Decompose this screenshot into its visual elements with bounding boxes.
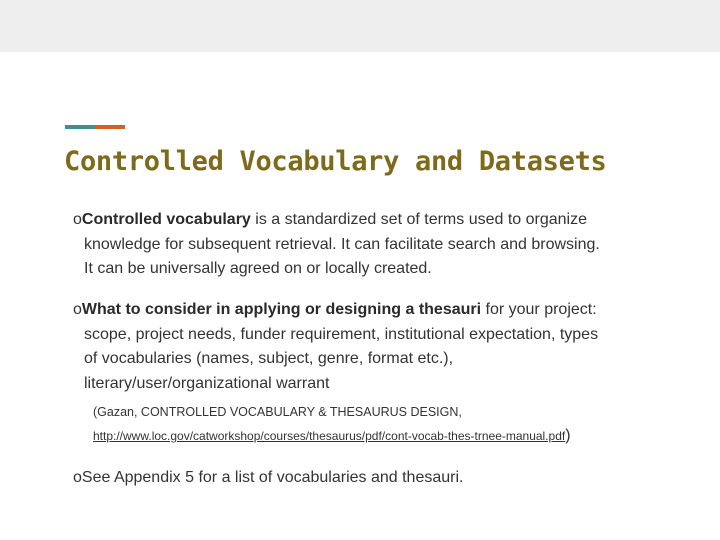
- bullet-term: What to consider in applying or designing a thesauri: [81, 301, 482, 318]
- citation-link-line: [93, 424, 693, 448]
- bullet-line: knowledge for subsequent retrieval. It can facilitate search and browsing.: [84, 235, 600, 253]
- citation-close: ): [565, 427, 571, 444]
- bullet-line: [73, 208, 673, 233]
- bullet-marker: o: [73, 301, 82, 318]
- bullet-text: for your project:: [481, 301, 597, 318]
- bullet-term: Controlled vocabulary: [81, 211, 251, 228]
- bullet-thesauri-considerations: [73, 298, 673, 396]
- bullet-text: See Appendix 5 for a list of vocabularies and thesauri.: [81, 469, 464, 486]
- citation-link[interactable]: http://www.loc.gov/catworkshop/courses/thesaurus/pdf/cont-vocab-thes-trnee-manual.pdf: [93, 429, 566, 443]
- bullet-controlled-vocabulary: [73, 208, 673, 282]
- accent-bar-orange: [95, 125, 125, 129]
- top-band: [0, 0, 720, 52]
- bullet-text: is a standardized set of terms used to organize: [250, 211, 588, 228]
- bullet-line: [73, 466, 673, 491]
- bullet-line: It can be universally agreed on or locally created.: [84, 260, 432, 277]
- bullet-line: scope, project needs, funder requirement, institutional expectation, types: [84, 325, 599, 343]
- citation: [93, 400, 693, 448]
- bullet-marker: o: [73, 469, 82, 486]
- bullet-line: [73, 298, 673, 323]
- slide-title: Controlled Vocabulary and Datasets: [64, 146, 607, 177]
- bullet-line: of vocabularies (names, subject, genre, format etc.),: [84, 350, 454, 367]
- bullet-line: literary/user/organizational warrant: [84, 374, 330, 392]
- accent-bar-teal: [65, 125, 95, 129]
- citation-text: (Gazan, CONTROLLED VOCABULARY & THESAURUS DESIGN,: [93, 405, 462, 419]
- bullet-marker: o: [73, 211, 82, 228]
- bullet-appendix: [73, 466, 673, 491]
